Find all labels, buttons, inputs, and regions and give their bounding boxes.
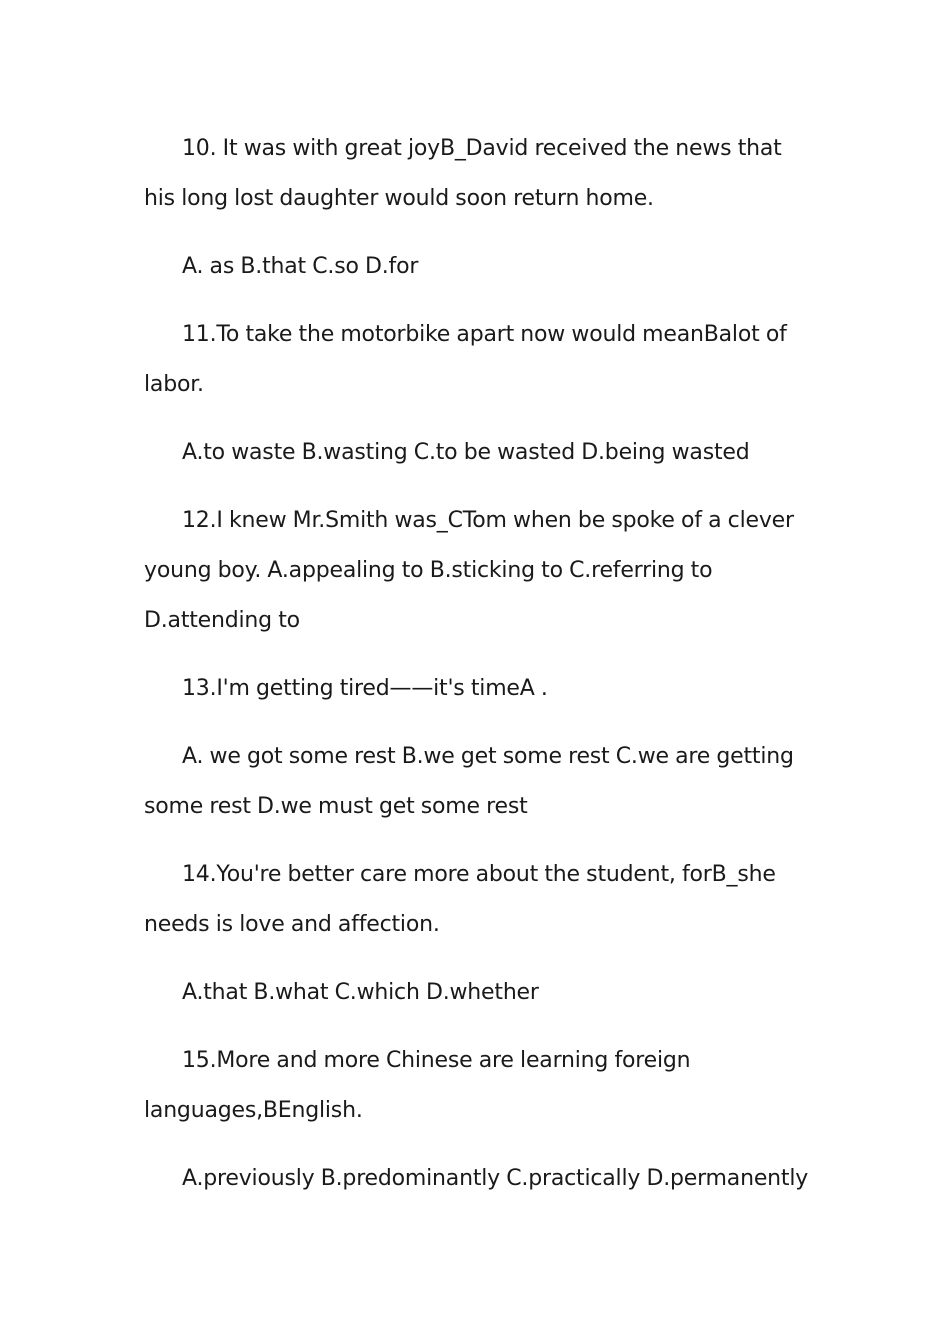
document-body — [144, 124, 816, 1222]
question-11: 11.To take the motorbike apart now would meanBalot of labor. — [144, 322, 787, 397]
question-15: 15.More and more Chinese are learning foreign languages,BEnglish. — [144, 1048, 691, 1123]
question-10: 10. It was with great joyB_David received the news that his long lost daughter would soon return home. — [144, 136, 782, 211]
question-13: 13.I'm getting tired——it's timeA . — [182, 676, 548, 701]
question-13-options: A. we got some rest B.we get some rest C.we are getting some rest D.we must get some rest — [144, 744, 794, 819]
question-12: 12.I knew Mr.Smith was_CTom when be spoke of a clever young boy. A.appealing to B.sticking to C.referring to D.attending to — [144, 508, 794, 633]
question-15-options: A.previously B.predominantly C.practically D.permanently — [182, 1166, 809, 1191]
question-10-options: A. as B.that C.so D.for — [182, 254, 419, 279]
question-11-options: A.to waste B.wasting C.to be wasted D.being wasted — [182, 440, 750, 465]
question-14-options: A.that B.what C.which D.whether — [182, 980, 539, 1005]
question-14: 14.You're better care more about the student, forB_she needs is love and affection. — [144, 862, 776, 937]
